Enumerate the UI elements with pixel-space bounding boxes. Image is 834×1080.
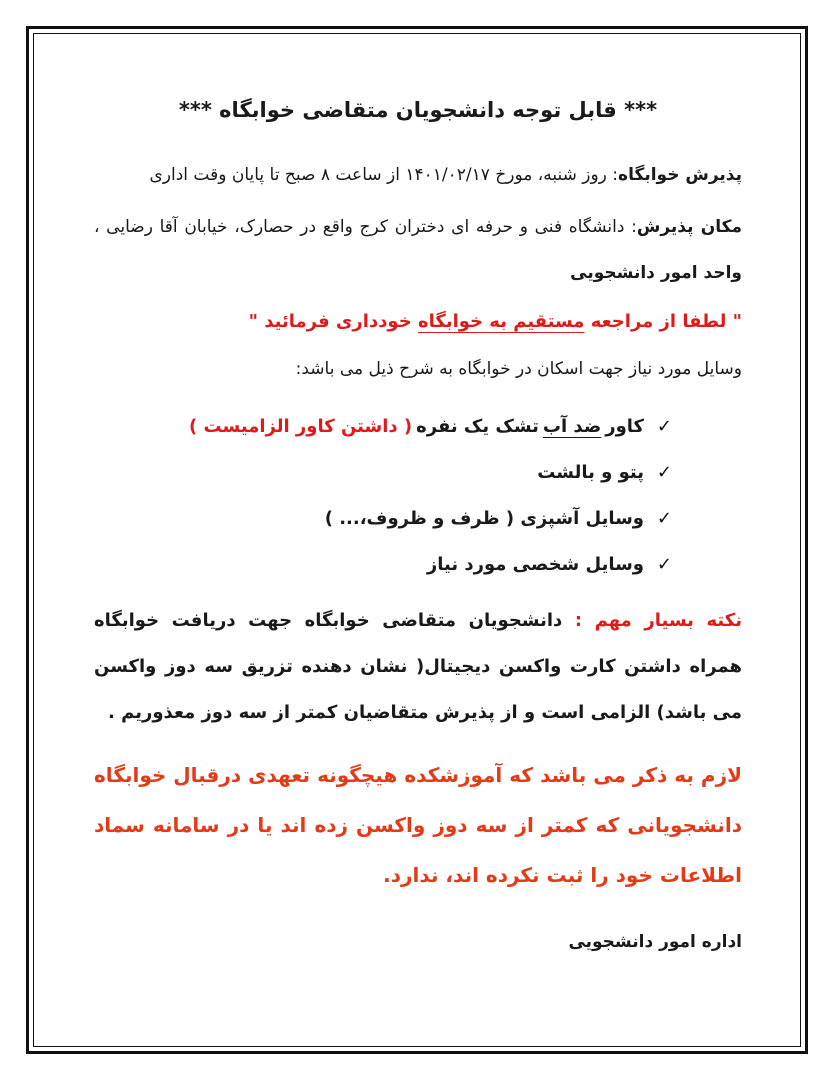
requirements-intro: وسایل مورد نیاز جهت اسکان در خوابگاه به شرح ذیل می باشد:	[295, 359, 742, 379]
admission-label: پذیرش خوابگاه	[618, 165, 742, 185]
item-text: وسایل شخصی مورد نیاز	[426, 554, 644, 575]
list-item	[94, 496, 672, 542]
signature: اداره امور دانشجویی	[568, 932, 742, 952]
important-text: دانشجویان متقاضی خوابگاه جهت دریافت خوابگاه همراه داشتن کارت واکسن دیجیتال( نشان دهنده تزریق سه دوز واکسن می باشد) الزامی است و از پذیرش متقاضیان کمتر از سه دوز معذوریم .	[94, 610, 742, 723]
item-after: تشک یک نفره	[416, 416, 539, 437]
warning-paragraph: لازم به ذکر می باشد که آموزشکده هیچگونه تعهدی درقبال خوابگاه دانشجویانی که کمتر از سه دوز واکسن زده اند یا در سامانه سماد اطلاعات خود را ثبت نکرده اند، ندارد.	[94, 763, 742, 887]
announcement-title: *** قابل توجه دانشجویان متقاضی خوابگاه ***	[178, 98, 658, 122]
admission-text: : روز شنبه، مورخ ۱۴۰۱/۰۲/۱۷ از ساعت ۸ صبح تا پایان وقت اداری	[149, 165, 619, 185]
important-label: نکته بسیار مهم :	[574, 610, 742, 631]
item-text: پتو و بالشت	[537, 462, 644, 483]
list-item	[94, 542, 672, 588]
notice-after: خودداری فرمائید "	[248, 311, 418, 332]
announcement	[94, 90, 742, 962]
notice-underlined: مستقیم به خوابگاه	[417, 311, 585, 332]
important-note	[94, 598, 742, 736]
location-label: مکان پذیرش	[636, 217, 742, 237]
requirements-list	[94, 404, 672, 588]
item-before: کاور	[605, 416, 644, 437]
item-underlined: ضد آب	[542, 416, 602, 437]
checkmark-icon: ✓	[656, 554, 672, 575]
location-text: : دانشگاه فنی و حرفه ای دختران کرج واقع در حصارک، خیابان آقا رضایی ،	[94, 217, 637, 237]
admission-paragraph	[94, 152, 742, 198]
item-text: وسایل آشپزی ( ظرف و ظروف،... )	[324, 508, 644, 529]
notice-before: " لطفا از مراجعه	[584, 311, 742, 332]
location-unit: واحد امور دانشجویی	[570, 263, 742, 283]
list-item	[94, 450, 672, 496]
location-paragraph	[94, 204, 742, 296]
checkmark-icon: ✓	[656, 462, 672, 483]
checkmark-icon: ✓	[656, 508, 672, 529]
checkmark-icon: ✓	[656, 416, 672, 437]
item-required-note: ( داشتن کاور الزامیست )	[189, 416, 413, 437]
list-item	[94, 404, 672, 450]
direct-visit-notice	[94, 302, 742, 342]
